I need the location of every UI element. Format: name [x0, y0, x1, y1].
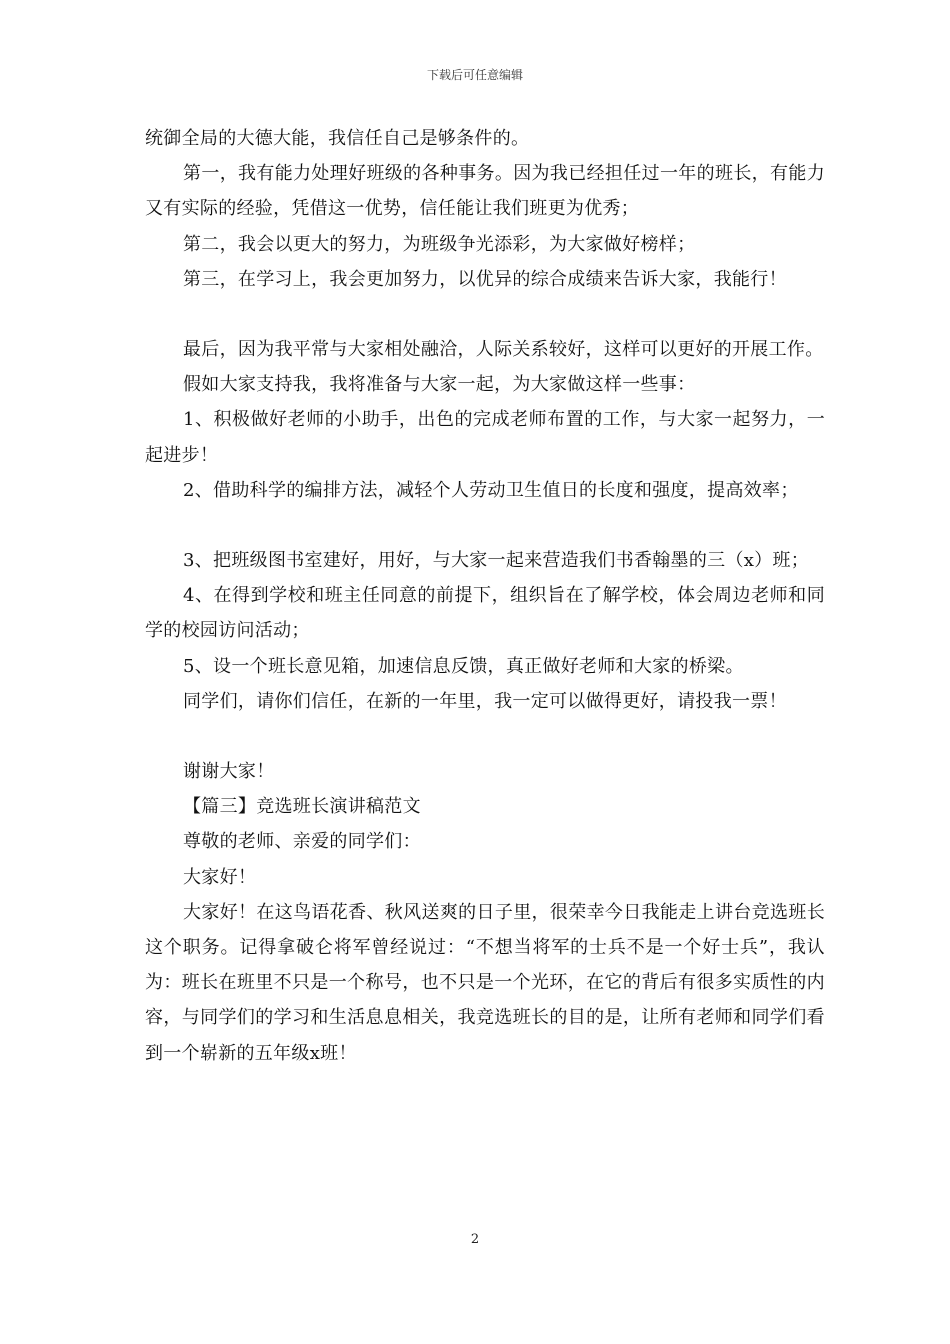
paragraph-thanks: 谢谢大家！ — [183, 761, 275, 783]
list-item-2: 2、借助科学的编排方法，减轻个人劳动卫生值日的长度和强度，提高效率； — [183, 479, 799, 501]
list-item-1: 1、积极做好老师的小助手，出色的完成老师布置的工作，与大家一起努力，一起进步！ — [145, 409, 825, 466]
paragraph-continuation: 统御全局的大德大能，我信任自己是够条件的。 — [145, 128, 530, 149]
section-title: 【篇三】竞选班长演讲稿范文 — [183, 796, 421, 818]
page-header: 下载后可任意编辑 — [426, 68, 523, 82]
page-number: 2 — [470, 1232, 480, 1247]
document-body — [145, 121, 825, 1071]
paragraph-point-two: 第二，我会以更大的努力，为班级争光添彩，为大家做好榜样； — [183, 233, 696, 255]
list-item-4: 4、在得到学校和班主任同意的前提下，组织旨在了解学校，体会周边老师和同学的校园访问活动； — [145, 585, 825, 642]
paragraph-point-three: 第三，在学习上，我会更加努力，以优异的综合成绩来告诉大家，我能行！ — [183, 268, 787, 290]
list-item-3: 3、把班级图书室建好，用好，与大家一起来营造我们书香翰墨的三（x）班； — [183, 550, 810, 572]
paragraph-speech-body: 大家好！在这鸟语花香、秋风送爽的日子里，很荣幸今日我能走上讲台竞选班长这个职务。记得拿破仑将军曾经说过：“不想当将军的士兵不是一个好士兵”，我认为：班长在班里不只是一个称号，也不只是一个光环，在它的背后有很多实质性的内容，与同学们的学习和生活息息相关，我竞选班长的目的是，让所有老师和同学们看到一个崭新的五年级x班！ — [145, 901, 825, 1064]
list-item-5: 5、设一个班长意见箱，加速信息反馈，真正做好老师和大家的桥梁。 — [183, 655, 744, 677]
paragraph-salutation: 尊敬的老师、亲爱的同学们： — [183, 831, 421, 853]
paragraph-finally: 最后，因为我平常与大家相处融洽，人际关系较好，这样可以更好的开展工作。 — [183, 339, 824, 361]
paragraph-plan-intro: 假如大家支持我，我将准备与大家一起，为大家做这样一些事： — [183, 374, 696, 396]
paragraph-greeting: 大家好！ — [183, 866, 257, 888]
paragraph-vote-request: 同学们，请你们信任，在新的一年里，我一定可以做得更好，请投我一票！ — [183, 690, 787, 712]
paragraph-point-one: 第一，我有能力处理好班级的各种事务。因为我已经担任过一年的班长，有能力又有实际的经验，凭借这一优势，信任能让我们班更为优秀； — [145, 163, 825, 220]
